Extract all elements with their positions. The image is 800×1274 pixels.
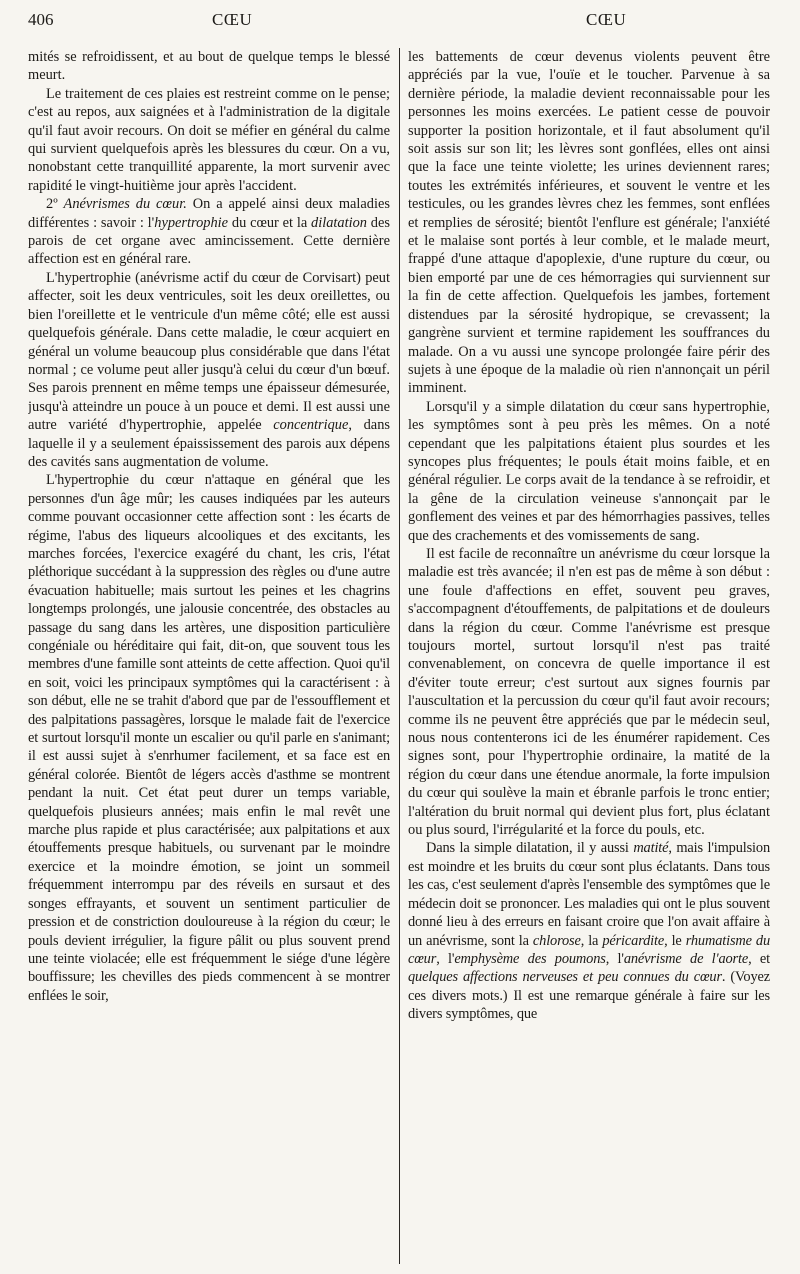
right-column: [408, 48, 770, 1264]
paragraph: L'hypertrophie (anévrisme actif du cœur de Corvisart) peut affecter, soit les deux ventricules, soit les deux oreillettes, ou bien l'oreillette et le ventricule d'un même côté; elle est aussi quelquefois générale. Dans cette maladie, le cœur acquiert en général un volume beaucoup plus considérable que dans l'état normal ; ce volume peut aller jusqu'à celui du cœur d'un bœuf. Ses parois prennent en même temps une épaisseur démesurée, jusqu'à atteindre un pouce à un pouce et demi. Il est aussi une autre variété d'hypertrophie, appelée concentrique, dans laquelle il y a seulement épaississement des parois aux dépens des cavités sans augmentation de volume.: [28, 269, 390, 470]
running-head-right: CŒU: [586, 10, 627, 29]
paragraph: Dans la simple dilatation, il y aussi matité, mais l'impulsion est moindre et les bruits du cœur sont plus éclatants. Dans tous les cas, c'est seulement d'après l'ensemble des symptômes que le médecin doit se prononcer. Les maladies qui ont le plus souvent donné lieu à des erreurs en faisant croire que l'on avait affaire à un anévrisme, sont la chlorose, la péricardite, le rhumatisme du cœur, l'emphysème des poumons, l'anévrisme de l'aorte, et quelques affections nerveuses et peu connues du cœur. (Voyez ces divers mots.) Il est une remarque générale à faire sur les divers symptômes, que: [408, 840, 770, 1023]
paragraph: 2º Anévrismes du cœur. On a appelé ainsi deux maladies différentes : savoir : l'hypertrophie du cœur et la dilatation des parois de cet organe avec amincissement. Cette dernière affection est en général rare.: [28, 196, 390, 268]
page-header: [28, 10, 792, 34]
left-column: [28, 48, 390, 1264]
paragraph: mités se refroidissent, et au bout de quelque temps le blessé meurt.: [28, 49, 390, 84]
paragraph: Il est facile de reconnaître un anévrisme du cœur lorsque la maladie est très avancée; il n'en est pas de même à son début : une foule d'affections en effet, souvent peu graves, s'accompagnent d'étouffements, de palpitations et de douleurs dans la région du cœur. Comme l'anévrisme est presque toujours mortel, surtout lorsqu'il n'est pas traité convenablement, on concevra de quelle importance il est d'éviter toute erreur; c'est surtout aux signes fournis par l'auscultation et la percussion du cœur qu'il faut avoir recours; comme ils ne peuvent être appréciés que par le médecin seul, nous nous contenterons ici de les énumérer rapidement. Ces signes sont, pour l'hypertrophie ordinaire, la matité de la région du cœur dans une étendue anormale, la forte impulsion du cœur qui soulève la main et ébranle parfois le tronc entier; l'altération du bruit normal qui devient plus fort, plus éclatant ou plus sourd, l'irrégularité et la force du pouls, etc.: [408, 545, 770, 839]
page-number: 406: [28, 10, 54, 29]
paragraph: Le traitement de ces plaies est restreint comme on le pense; c'est au repos, aux saignées et à l'administration de la digitale qu'il faut avoir recours. On doit se méfier en général du calme qui survient quelquefois après les blessures du cœur. On a vu, nonobstant cette tranquillité apparente, la mort survenir avec rapidité le vingt-huitième jour après l'accident.: [28, 85, 390, 194]
running-head-left: CŒU: [212, 10, 253, 29]
paragraph: les battements de cœur devenus violents peuvent être appréciés par la vue, l'ouïe et le toucher. Parvenue à sa dernière période, la maladie devient reconnaissable pour les personnes les moins exercées. Le patient cesse de pouvoir supporter la position horizontale, et il faut absolument qu'il soit assis sur son lit; les lèvres sont gonflées, elles ont ainsi que la face une teinte violette; les urines deviennent rares; toutes les extrémités inférieures, et souvent le ventre et les testicules, ou les grandes lèvres chez les femmes, sont enflées et remplies de sérosité; bientôt l'enflure est générale; l'anxiété et le malaise sont portés à leur comble, et le malade meurt, frappé d'une attaque d'apoplexie, d'une rupture du cœur, ou bien emporté par une de ces hémorragies qui surviennent sur la fin de cette affection. Quelquefois les jambes, fortement distendues par la sérosité hydropique, se crevassent; la gangrène survient et termine rapidement les souffrances du malade. On a vu aussi une syncope prolongée faire périr des sujets à une époque de la maladie où rien n'annonçait un péril imminent.: [408, 49, 770, 397]
column-divider: [399, 48, 400, 1264]
paragraph: L'hypertrophie du cœur n'attaque en général que les personnes d'un âge mûr; les causes indiquées par les auteurs comme pouvant occasionner cette affection sont : les écarts de régime, l'abus des liqueurs alcooliques et des excitants, les marches forcées, l'exercice exagéré du chant, les cris, l'état pléthorique succédant à la suppression des règles ou d'une autre évacuation habituelle; mais surtout les peines et les chagrins longtemps prolongés, une jalousie concentrée, des obstacles au passage du sang dans les artères, une disposition particulière congéniale ou héréditaire qui fait, dit-on, que souvent tous les membres d'une famille sont atteints de cette affection. Quoi qu'il en soit, voici les principaux symptômes qui la caractérisent : à son début, elle ne se trahit d'abord que par de l'essoufflement et des palpitations passagères, lorsque le malade fait de l'exercice et surtout lorsqu'il monte un escalier ou qu'il parle en s'animant; il est aussi sujet à s'enrhumer facilement, et sa face est en général colorée. Bientôt de légers accès d'asthme se montrent pendant la nuit. Cet état peut durer un temps variable, quelquefois plusieurs années; mais enfin le mal revêt une marche plus rapide et plus caractérisée; aux palpitations et aux étouffements presque habituels, ou survenant par le moindre exercice et la moindre émotion, se joint un sommeil fréquemment interrompu par des réveils en sursaut et des songes effrayants, et souvent un sentiment particulier de pression et de constriction douloureuse à la région du cœur; le pouls devient irrégulier, la figure pâlit ou plus souvent prend une teinte violacée; elle est fréquemment le siége d'une légère bouffissure; les chevilles des pieds commencent à se montrer enflées le soir,: [28, 472, 390, 1004]
paragraph: Lorsqu'il y a simple dilatation du cœur sans hypertrophie, les symptômes sont à peu près les mêmes. On a noté cependant que les palpitations étaient plus sourdes et les syncopes plus fréquentes; le pouls était moins faible, et en général régulier. Le corps avait de la tendance à se refroidir, et la gêne de la circulation veineuse s'annonçait par le gonflement des veines et par des hémorrhagies passives, telles que des crachements et des vomissements de sang.: [408, 398, 770, 544]
